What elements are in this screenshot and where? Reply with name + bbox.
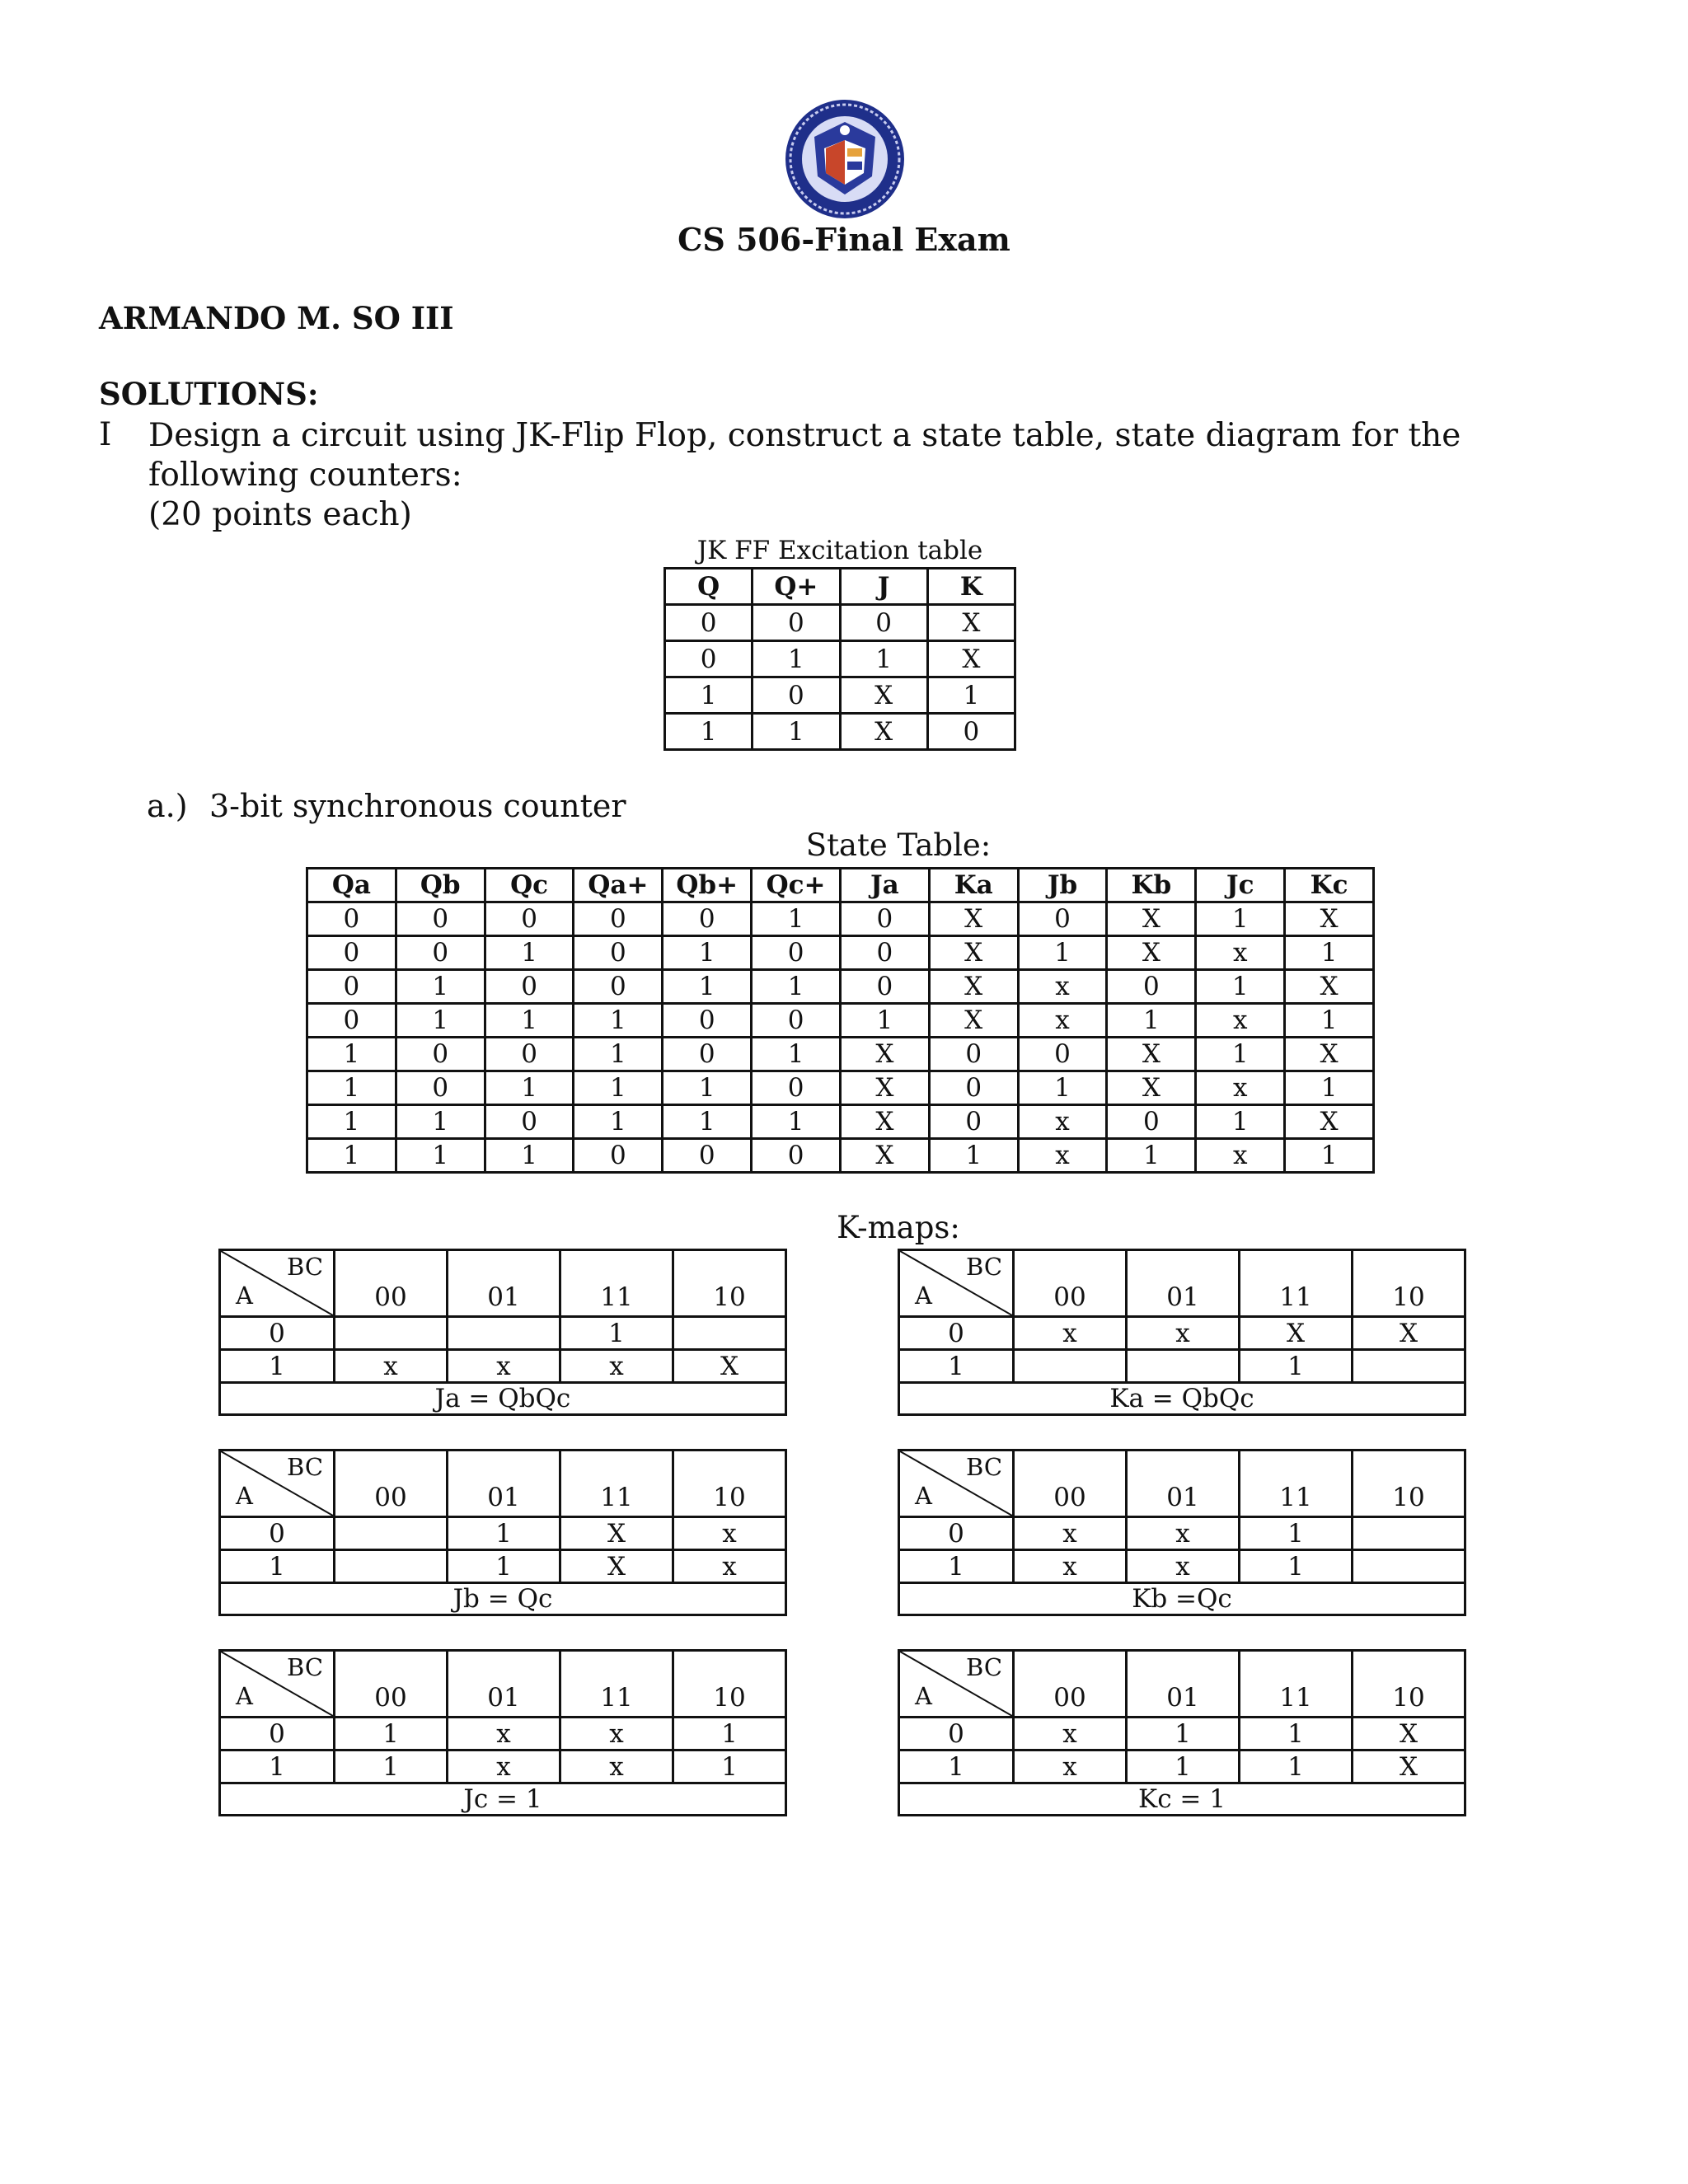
table-cell: X: [929, 970, 1018, 1004]
kmap-equation-row: [899, 1383, 1465, 1415]
table-cell: 1: [752, 970, 841, 1004]
table-row: [307, 1139, 1374, 1173]
table-cell: 1: [307, 1038, 396, 1071]
table-cell: 0: [840, 970, 929, 1004]
table-cell: 1: [574, 1004, 663, 1038]
kmap-col-header: 10: [673, 1250, 786, 1317]
kmap-corner-cell: [220, 1250, 335, 1317]
kmap-cell: x: [1127, 1517, 1240, 1550]
table-cell: 1: [840, 641, 927, 677]
kmaps-caption: K-maps:: [837, 1210, 960, 1245]
kmap-cell: 1: [335, 1718, 448, 1750]
excitation-table-caption: JK FF Excitation table: [696, 536, 983, 565]
table-cell: 1: [485, 1004, 574, 1038]
table-cell: X: [927, 605, 1015, 641]
kmap-cell: x: [1014, 1718, 1127, 1750]
kmap-row-variable: A: [236, 1282, 253, 1310]
table-cell: 1: [574, 1105, 663, 1139]
table-cell: 1: [1285, 1004, 1374, 1038]
table-cell: 0: [929, 1105, 1018, 1139]
kmap-equation: Jc = 1: [220, 1783, 786, 1816]
table-cell: 0: [307, 1004, 396, 1038]
solutions-heading: SOLUTIONS:: [99, 376, 319, 412]
table-cell: 0: [574, 970, 663, 1004]
table-cell: 1: [485, 936, 574, 970]
kmap-equation-row: [220, 1583, 786, 1615]
kmap-cell: 1: [1240, 1718, 1353, 1750]
table-cell: 1: [1196, 902, 1285, 936]
kmap-equation: Ja = QbQc: [220, 1383, 786, 1415]
excitation-table: [663, 567, 1016, 751]
kmap-cell: x: [1127, 1317, 1240, 1350]
kmap-row: [899, 1750, 1465, 1783]
kmap-col-header: 11: [560, 1250, 673, 1317]
kmap-cell: X: [673, 1350, 786, 1383]
table-cell: 1: [753, 641, 840, 677]
state-header-cell: Kc: [1285, 869, 1374, 902]
table-row: [307, 936, 1374, 970]
state-header-cell: Kb: [1107, 869, 1196, 902]
table-cell: 0: [307, 902, 396, 936]
table-row: [307, 1038, 1374, 1071]
state-header-cell: Jc: [1196, 869, 1285, 902]
kmap-equation: Ka = QbQc: [899, 1383, 1465, 1415]
kmap-header-row: [899, 1651, 1465, 1718]
kmap-jb: [218, 1449, 787, 1616]
kmap-cell: x: [335, 1350, 448, 1383]
question-number: I: [99, 416, 112, 453]
table-cell: 0: [396, 1038, 485, 1071]
table-cell: 1: [485, 1071, 574, 1105]
table-cell: 1: [396, 1004, 485, 1038]
table-row: [665, 641, 1015, 677]
table-cell: 0: [663, 1139, 752, 1173]
table-cell: X: [1285, 1038, 1374, 1071]
table-cell: 0: [307, 936, 396, 970]
kmap-col-header: 11: [560, 1651, 673, 1718]
kmap-jc: [218, 1649, 787, 1816]
table-cell: 0: [753, 605, 840, 641]
kmap-kb: [898, 1449, 1466, 1616]
table-cell: 1: [665, 677, 753, 714]
table-cell: 1: [1285, 1071, 1374, 1105]
excitation-header-k: K: [927, 569, 1015, 605]
state-table: [306, 867, 1375, 1174]
kmap-cell: X: [1353, 1718, 1465, 1750]
kmap-col-header: 11: [560, 1451, 673, 1517]
table-cell: X: [929, 1004, 1018, 1038]
part-a-label: a.): [147, 788, 188, 824]
table-cell: 1: [927, 677, 1015, 714]
kmap-row-label: 0: [899, 1718, 1014, 1750]
kmap-ja: [218, 1249, 787, 1416]
kmap-cell: 1: [673, 1718, 786, 1750]
table-cell: x: [1018, 1139, 1107, 1173]
state-table-caption: State Table:: [805, 827, 992, 863]
table-cell: 1: [485, 1139, 574, 1173]
kmap-cell: 1: [1240, 1517, 1353, 1550]
kmap-cell: x: [560, 1718, 673, 1750]
kmap-corner-cell: [220, 1651, 335, 1718]
kmap-cell: [335, 1317, 448, 1350]
kmap-cell: [673, 1317, 786, 1350]
table-cell: 1: [1018, 936, 1107, 970]
table-cell: X: [1107, 1038, 1196, 1071]
kmap-row-variable: A: [236, 1682, 253, 1710]
kmap-cell: 1: [448, 1517, 560, 1550]
kmap-cell: [1353, 1517, 1465, 1550]
table-cell: 0: [752, 936, 841, 970]
kmap-equation: Jb = Qc: [220, 1583, 786, 1615]
table-cell: 1: [396, 1139, 485, 1173]
table-cell: 1: [753, 714, 840, 750]
table-cell: x: [1196, 1071, 1285, 1105]
kmap-cell: X: [560, 1550, 673, 1583]
kmap-col-header: 11: [1240, 1250, 1353, 1317]
table-cell: 0: [307, 970, 396, 1004]
kmap-col-header: 00: [335, 1451, 448, 1517]
kmap-cell: 1: [1240, 1750, 1353, 1783]
question-text: [148, 416, 1599, 535]
table-cell: 1: [663, 936, 752, 970]
table-cell: X: [1285, 970, 1374, 1004]
table-cell: 1: [929, 1139, 1018, 1173]
kmap-cell: x: [448, 1750, 560, 1783]
table-cell: 1: [663, 1105, 752, 1139]
table-cell: 1: [840, 1004, 929, 1038]
kmap-row: [220, 1550, 786, 1583]
kmap-cell: 1: [335, 1750, 448, 1783]
table-cell: 0: [753, 677, 840, 714]
table-cell: 0: [663, 1038, 752, 1071]
table-cell: 0: [927, 714, 1015, 750]
kmap-row: [899, 1550, 1465, 1583]
kmap-header-row: [220, 1451, 786, 1517]
table-cell: 0: [929, 1071, 1018, 1105]
kmap-header-row: [899, 1451, 1465, 1517]
table-row: [307, 1071, 1374, 1105]
table-cell: 0: [663, 902, 752, 936]
kmap-col-variable: BC: [966, 1453, 1003, 1481]
university-seal-logo: [783, 97, 907, 221]
kmap-row: [220, 1317, 786, 1350]
table-row: [307, 970, 1374, 1004]
state-header-row: [307, 869, 1374, 902]
kmap-col-header: 11: [1240, 1451, 1353, 1517]
table-cell: 0: [752, 1139, 841, 1173]
state-header-cell: Qa+: [574, 869, 663, 902]
table-cell: X: [840, 1139, 929, 1173]
table-row: [665, 605, 1015, 641]
kmap-col-header: 11: [1240, 1651, 1353, 1718]
kmap-cell: [335, 1550, 448, 1583]
table-cell: 0: [396, 1071, 485, 1105]
kmap-col-header: 01: [1127, 1250, 1240, 1317]
kmap-cell: X: [1353, 1750, 1465, 1783]
question-line-1: Design a circuit using JK-Flip Flop, construct a state table, state diagram for the following counters:: [148, 417, 1461, 494]
table-cell: 1: [1285, 936, 1374, 970]
kmap-col-header: 10: [1353, 1250, 1465, 1317]
kmap-header-row: [220, 1651, 786, 1718]
table-cell: 1: [1107, 1004, 1196, 1038]
table-cell: X: [840, 677, 927, 714]
kmap-cell: X: [560, 1517, 673, 1550]
kmap-cell: 1: [1127, 1750, 1240, 1783]
table-cell: 0: [1107, 970, 1196, 1004]
table-cell: 1: [752, 1105, 841, 1139]
table-cell: 1: [307, 1071, 396, 1105]
kmap-row: [220, 1750, 786, 1783]
table-cell: X: [929, 936, 1018, 970]
excitation-header-q: Q: [665, 569, 753, 605]
table-cell: 1: [1285, 1139, 1374, 1173]
kmap-col-header: 00: [1014, 1250, 1127, 1317]
kmap-cell: [448, 1317, 560, 1350]
kmap-cell: x: [1014, 1317, 1127, 1350]
kmap-row: [220, 1718, 786, 1750]
table-cell: 0: [396, 936, 485, 970]
kmap-equation-row: [899, 1583, 1465, 1615]
kmap-row-label: 0: [899, 1517, 1014, 1550]
kmap-row-label: 0: [220, 1317, 335, 1350]
table-cell: 0: [840, 605, 927, 641]
table-cell: 0: [665, 641, 753, 677]
table-cell: 0: [840, 936, 929, 970]
table-cell: 1: [752, 902, 841, 936]
table-cell: X: [1285, 902, 1374, 936]
kmap-cell: 1: [1127, 1718, 1240, 1750]
table-cell: x: [1196, 1004, 1285, 1038]
kmap-row: [899, 1350, 1465, 1383]
table-cell: X: [840, 1071, 929, 1105]
kmap-col-header: 10: [673, 1651, 786, 1718]
table-cell: 0: [1018, 1038, 1107, 1071]
table-cell: X: [840, 1038, 929, 1071]
kmap-row-variable: A: [236, 1482, 253, 1510]
kmap-corner-cell: [220, 1451, 335, 1517]
kmap-equation: Kc = 1: [899, 1783, 1465, 1816]
kmap-ka: [898, 1249, 1466, 1416]
kmap-corner-cell: [899, 1451, 1014, 1517]
table-cell: 0: [396, 902, 485, 936]
table-cell: 0: [485, 1038, 574, 1071]
table-cell: 1: [1196, 1038, 1285, 1071]
kmap-cell: x: [673, 1517, 786, 1550]
kmap-row-label: 1: [220, 1550, 335, 1583]
kmap-corner-cell: [899, 1250, 1014, 1317]
table-cell: 1: [663, 970, 752, 1004]
table-cell: 1: [396, 970, 485, 1004]
kmap-row-variable: A: [915, 1482, 932, 1510]
table-cell: X: [840, 1105, 929, 1139]
table-cell: x: [1196, 936, 1285, 970]
kmap-cell: x: [448, 1350, 560, 1383]
table-cell: 0: [574, 1139, 663, 1173]
kmap-header-row: [899, 1250, 1465, 1317]
kmap-cell: 1: [1240, 1350, 1353, 1383]
excitation-header-row: [665, 569, 1015, 605]
table-cell: 0: [485, 902, 574, 936]
table-cell: 0: [752, 1071, 841, 1105]
kmap-equation-row: [220, 1383, 786, 1415]
table-cell: 1: [665, 714, 753, 750]
table-cell: 0: [929, 1038, 1018, 1071]
kmap-col-header: 00: [335, 1250, 448, 1317]
table-cell: x: [1018, 1004, 1107, 1038]
author-name: ARMANDO M. SO III: [99, 300, 454, 336]
kmap-cell: x: [1014, 1550, 1127, 1583]
kmap-col-variable: BC: [287, 1253, 324, 1281]
kmap-row: [899, 1317, 1465, 1350]
state-header-cell: Ja: [840, 869, 929, 902]
table-cell: 1: [574, 1071, 663, 1105]
table-cell: 1: [752, 1038, 841, 1071]
table-cell: 0: [574, 936, 663, 970]
table-cell: x: [1018, 1105, 1107, 1139]
kmap-cell: [1014, 1350, 1127, 1383]
table-cell: X: [1107, 902, 1196, 936]
kmap-header-row: [220, 1250, 786, 1317]
table-cell: X: [1107, 936, 1196, 970]
kmap-row: [899, 1517, 1465, 1550]
kmap-col-header: 00: [1014, 1451, 1127, 1517]
table-row: [307, 1004, 1374, 1038]
table-cell: 1: [663, 1071, 752, 1105]
kmap-row-label: 0: [220, 1517, 335, 1550]
kmap-cell: x: [1014, 1517, 1127, 1550]
table-cell: x: [1018, 970, 1107, 1004]
table-cell: 1: [574, 1038, 663, 1071]
kmap-row-variable: A: [915, 1682, 932, 1710]
kmap-col-variable: BC: [287, 1653, 324, 1681]
kmap-col-header: 00: [1014, 1651, 1127, 1718]
part-a-heading: [147, 788, 626, 824]
kmap-cell: 1: [448, 1550, 560, 1583]
table-cell: X: [927, 641, 1015, 677]
kmap-cell: x: [1127, 1550, 1240, 1583]
kmap-cell: x: [560, 1350, 673, 1383]
table-cell: X: [840, 714, 927, 750]
kmap-cell: 1: [1240, 1550, 1353, 1583]
kmap-cell: X: [1240, 1317, 1353, 1350]
table-cell: 1: [1196, 970, 1285, 1004]
table-cell: 1: [1196, 1105, 1285, 1139]
kmap-col-header: 01: [448, 1451, 560, 1517]
kmap-col-header: 10: [673, 1451, 786, 1517]
kmap-cell: [1353, 1550, 1465, 1583]
table-cell: 1: [307, 1139, 396, 1173]
state-table-body: [307, 902, 1374, 1173]
table-row: [307, 902, 1374, 936]
table-cell: 1: [1107, 1139, 1196, 1173]
table-cell: x: [1196, 1139, 1285, 1173]
kmap-row-label: 1: [899, 1750, 1014, 1783]
part-a-text: 3-bit synchronous counter: [209, 788, 626, 824]
kmap-row-label: 1: [220, 1750, 335, 1783]
table-cell: X: [929, 902, 1018, 936]
kmap-col-header: 01: [448, 1250, 560, 1317]
table-cell: X: [1107, 1071, 1196, 1105]
kmap-cell: 1: [560, 1317, 673, 1350]
kmap-equation: Kb =Qc: [899, 1583, 1465, 1615]
kmap-col-header: 10: [1353, 1651, 1465, 1718]
kmap-col-variable: BC: [966, 1253, 1003, 1281]
exam-title: CS 506-Final Exam: [678, 221, 1010, 258]
kmap-col-header: 01: [448, 1651, 560, 1718]
kmap-row-label: 1: [899, 1550, 1014, 1583]
state-header-cell: Qc+: [752, 869, 841, 902]
table-cell: 0: [663, 1004, 752, 1038]
excitation-header-qplus: Q+: [753, 569, 840, 605]
table-cell: 0: [1107, 1105, 1196, 1139]
excitation-header-j: J: [840, 569, 927, 605]
state-header-cell: Qa: [307, 869, 396, 902]
table-row: [665, 714, 1015, 750]
kmap-col-header: 01: [1127, 1651, 1240, 1718]
table-cell: 0: [574, 902, 663, 936]
kmap-cell: x: [1014, 1750, 1127, 1783]
kmap-row-label: 1: [220, 1350, 335, 1383]
kmap-row: [220, 1517, 786, 1550]
table-row: [307, 1105, 1374, 1139]
state-header-cell: Qc: [485, 869, 574, 902]
kmap-cell: x: [560, 1750, 673, 1783]
table-row: [665, 677, 1015, 714]
kmap-col-header: 00: [335, 1651, 448, 1718]
table-cell: 0: [665, 605, 753, 641]
kmap-row-label: 1: [899, 1350, 1014, 1383]
kmap-equation-row: [220, 1783, 786, 1816]
kmap-corner-cell: [899, 1651, 1014, 1718]
question-line-2: (20 points each): [148, 496, 412, 533]
kmap-col-variable: BC: [966, 1653, 1003, 1681]
kmap-cell: [1353, 1350, 1465, 1383]
state-header-cell: Jb: [1018, 869, 1107, 902]
kmap-kc: [898, 1649, 1466, 1816]
kmap-row: [899, 1718, 1465, 1750]
kmap-row: [220, 1350, 786, 1383]
kmap-cell: x: [448, 1718, 560, 1750]
state-header-cell: Qb: [396, 869, 485, 902]
table-cell: X: [1285, 1105, 1374, 1139]
state-header-cell: Ka: [929, 869, 1018, 902]
kmap-row-label: 0: [899, 1317, 1014, 1350]
table-cell: 0: [1018, 902, 1107, 936]
table-cell: 0: [485, 1105, 574, 1139]
table-cell: 1: [396, 1105, 485, 1139]
state-header-cell: Qb+: [663, 869, 752, 902]
kmap-cell: [1127, 1350, 1240, 1383]
table-cell: 1: [1018, 1071, 1107, 1105]
table-cell: 0: [840, 902, 929, 936]
kmap-row-variable: A: [915, 1282, 932, 1310]
kmap-col-header: 01: [1127, 1451, 1240, 1517]
kmap-cell: [335, 1517, 448, 1550]
kmap-col-variable: BC: [287, 1453, 324, 1481]
table-cell: 1: [307, 1105, 396, 1139]
kmap-cell: X: [1353, 1317, 1465, 1350]
kmap-row-label: 0: [220, 1718, 335, 1750]
kmap-equation-row: [899, 1783, 1465, 1816]
kmap-cell: x: [673, 1550, 786, 1583]
table-cell: 0: [752, 1004, 841, 1038]
table-cell: 0: [485, 970, 574, 1004]
kmap-cell: 1: [673, 1750, 786, 1783]
kmap-col-header: 10: [1353, 1451, 1465, 1517]
